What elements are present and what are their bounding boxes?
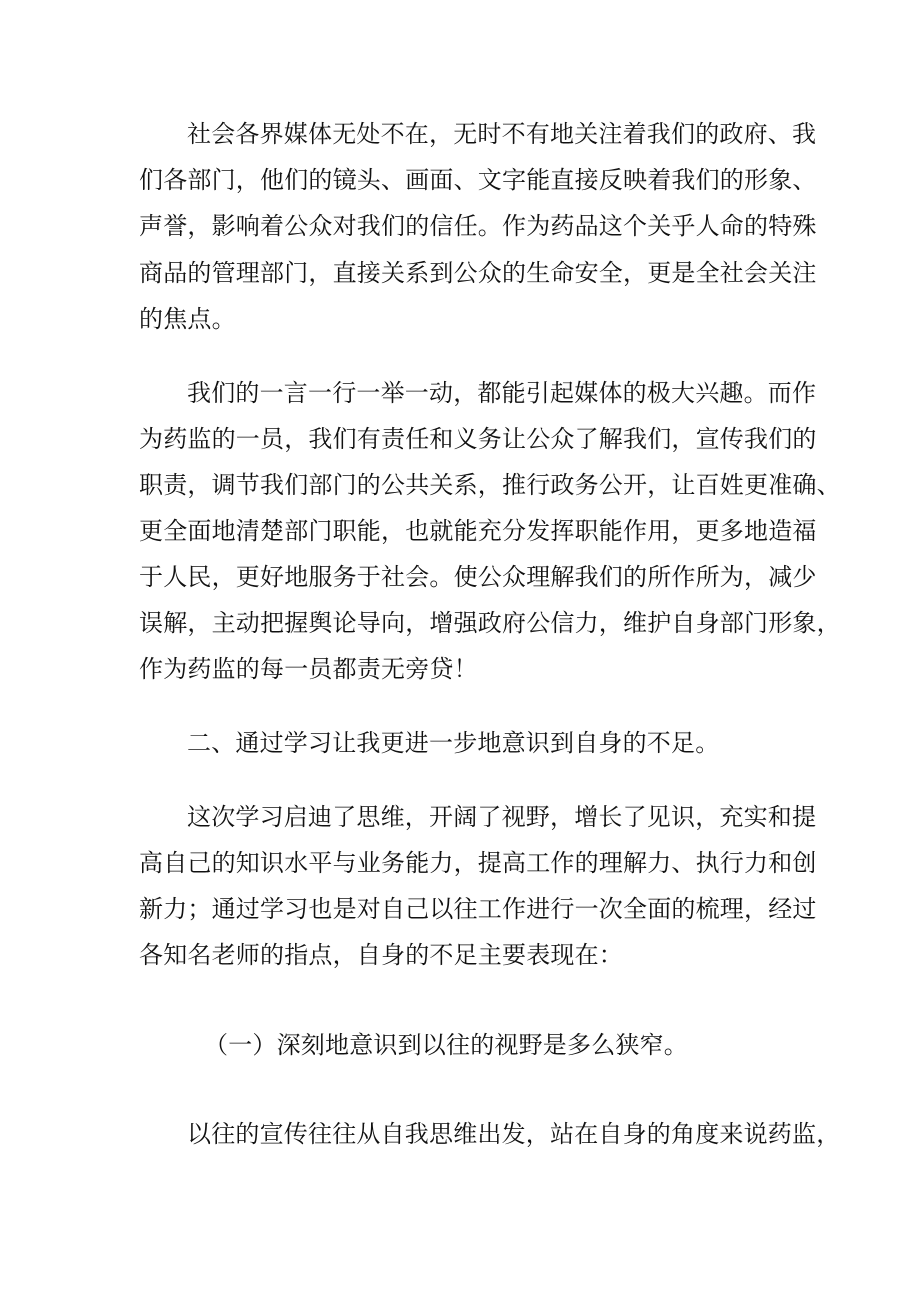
paragraph-3-line-1: 这次学习启迪了思维，开阔了视野，增长了见识，充实和提: [187, 803, 817, 831]
subsection-heading: （一）深刻地意识到以往的视野是多么狭窄。: [204, 1031, 688, 1059]
paragraph-3-line-2: 高自己的知识水平与业务能力，提高工作的理解力、执行力和创: [139, 849, 817, 877]
paragraph-2-line-6: 误解，主动把握舆论导向，增强政府公信力，维护自身部门形象，: [139, 609, 841, 637]
paragraph-4-line-1: 以往的宣传往往从自我思维出发，站在自身的角度来说药监，: [187, 1120, 841, 1148]
paragraph-2-line-3: 职责，调节我们部门的公共关系，推行政务公开，让百姓更准确、: [139, 471, 841, 499]
paragraph-1-line-1: 社会各界媒体无处不在，无时不有地关注着我们的政府、我: [187, 120, 817, 148]
section-heading: 二、通过学习让我更进一步地意识到自身的不足。: [187, 729, 720, 757]
paragraph-1-line-5: 的焦点。: [139, 305, 236, 333]
paragraph-1-line-3: 声誉，影响着公众对我们的信任。作为药品这个关乎人命的特殊: [139, 212, 817, 240]
paragraph-3-line-4: 各知名老师的指点，自身的不足主要表现在：: [139, 941, 623, 969]
paragraph-2-line-4: 更全面地清楚部门职能，也就能充分发挥职能作用，更多地造福: [139, 517, 817, 545]
paragraph-2-line-1: 我们的一言一行一举一动，都能引起媒体的极大兴趣。而作: [187, 379, 817, 407]
paragraph-2-line-5: 于人民，更好地服务于社会。使公众理解我们的所作所为，减少: [139, 563, 817, 591]
paragraph-2-line-2: 为药监的一员，我们有责任和义务让公众了解我们，宣传我们的: [139, 425, 817, 453]
paragraph-2-line-7: 作为药监的每一员都责无旁贷！: [139, 655, 478, 683]
paragraph-1-line-2: 们各部门，他们的镜头、画面、文字能直接反映着我们的形象、: [139, 166, 817, 194]
paragraph-3-line-3: 新力；通过学习也是对自己以往工作进行一次全面的梳理，经过: [139, 895, 817, 923]
paragraph-1-line-4: 商品的管理部门，直接关系到公众的生命安全，更是全社会关注: [139, 259, 817, 287]
